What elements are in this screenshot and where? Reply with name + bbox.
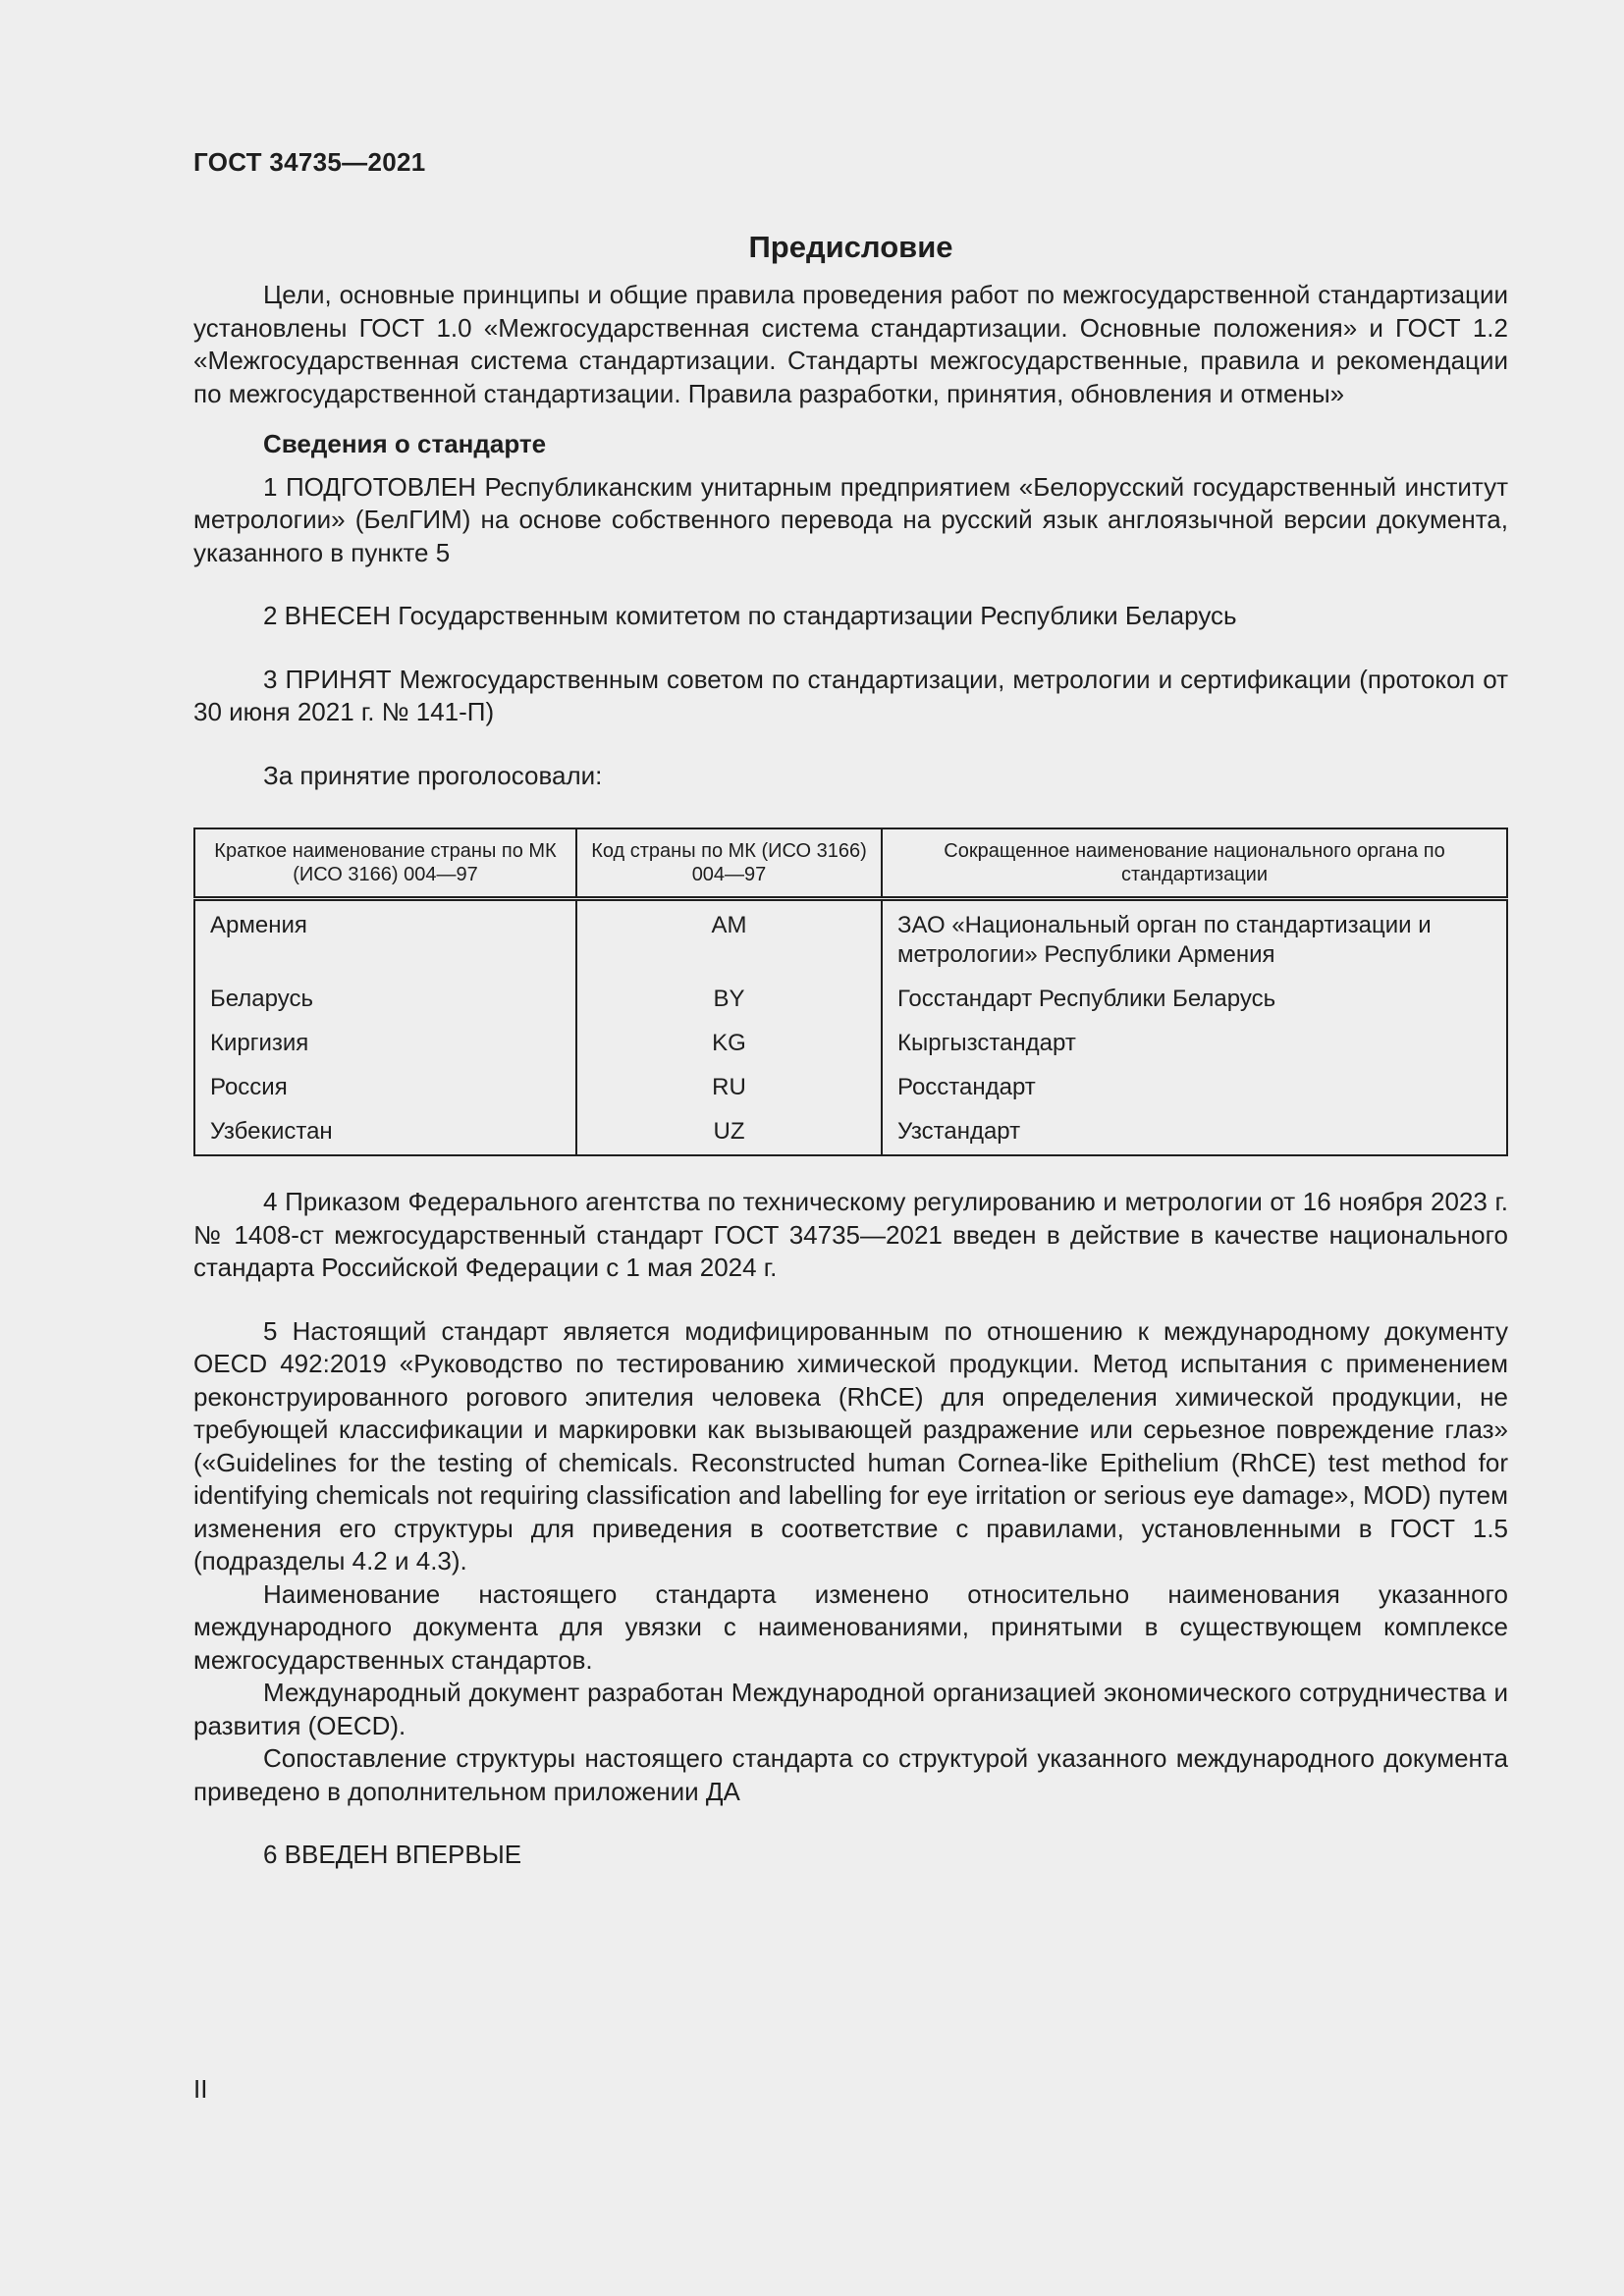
section-subheading: Сведения о стандарте xyxy=(263,429,547,458)
table-cell-body: Кыргызстандарт xyxy=(882,1016,1507,1060)
table-cell-code: KG xyxy=(576,1016,882,1060)
table-header-row xyxy=(194,828,1507,899)
table-cell-country: Россия xyxy=(194,1060,576,1104)
table-cell-country: Беларусь xyxy=(194,972,576,1016)
table-row xyxy=(194,972,1507,1016)
item-5-comparison-paragraph: Сопоставление структуры настоящего стандарта со структурой указанного международного документа приведено в дополнительном приложении ДА xyxy=(193,1743,1508,1806)
table-cell-country: Армения xyxy=(194,899,576,973)
item-3-paragraph: 3 ПРИНЯТ Межгосударственным советом по стандартизации, метрологии и сертификации (протокол от 30 июня 2021 г. № 141-П) xyxy=(193,664,1508,726)
table-cell-body: Росстандарт xyxy=(882,1060,1507,1104)
table-row xyxy=(194,899,1507,973)
table-cell-code: RU xyxy=(576,1060,882,1104)
table-cell-country: Узбекистан xyxy=(194,1104,576,1155)
item-5-name-change-paragraph: Наименование настоящего стандарта изменено относительно наименования указанного международного документа для увязки с наименованиями, принятыми в существующем комплексе межгосударственных стандартов. xyxy=(193,1578,1508,1675)
table-cell-code: BY xyxy=(576,972,882,1016)
page-title: Предисловие xyxy=(748,230,953,264)
item-2-paragraph: 2 ВНЕСЕН Государственным комитетом по стандартизации Республики Беларусь xyxy=(263,601,1237,630)
table-row xyxy=(194,1104,1507,1155)
page-number: II xyxy=(193,2074,208,2104)
table-cell-code: UZ xyxy=(576,1104,882,1155)
item-1-paragraph: 1 ПОДГОТОВЛЕН Республиканским унитарным предприятием «Белорусский государственный институт метрологии» (БелГИМ) на основе собственного перевода на русский язык англоязычной версии документа, указанного в пункте 5 xyxy=(193,471,1508,567)
table-cell-body: Госстандарт Республики Беларусь xyxy=(882,972,1507,1016)
table-cell-code: AM xyxy=(576,899,882,973)
countries-table xyxy=(193,828,1508,1156)
document-id-header: ГОСТ 34735—2021 xyxy=(193,147,426,177)
table-row xyxy=(194,1060,1507,1104)
table-cell-body: Узстандарт xyxy=(882,1104,1507,1155)
table-header-body: Сокращенное наименование национального органа по стандартизации xyxy=(882,828,1507,899)
table-cell-body: ЗАО «Национальный орган по стандартизации и метрологии» Республики Армения xyxy=(882,899,1507,973)
item-5-paragraph: 5 Настоящий стандарт является модифицированным по отношению к международному документу OECD 492:2019 «Руководство по тестированию химической продукции. Метод испытания с применением реконструированного рогового эпителия человека (RhCE) для определения химической продукции, не требующей классификации и маркировки как вызывающей раздражение или серьезное повреждение глаз» («Guidelines for the testing of chemicals. Reconstructed human Cornea-like Epithelium (RhCE) test method for identifying chemicals not requiring classification and labelling for eye irritation or serious eye damage», MOD) путем изменения его структуры для приведения в соответствие с правилами, установленными в ГОСТ 1.5 (подразделы 4.2 и 4.3). xyxy=(193,1315,1508,1575)
item-5-developer-paragraph: Международный документ разработан Международной организацией экономического сотрудничества и развития (OECD). xyxy=(193,1678,1508,1740)
item-4-paragraph: 4 Приказом Федерального агентства по техническому регулированию и метрологии от 16 ноября 2023 г. № 1408-ст межгосударственный стандарт ГОСТ 34735—2021 введен в действие в качестве национального стандарта Российской Федерации с 1 мая 2024 г. xyxy=(193,1187,1508,1282)
page-content xyxy=(193,218,1508,1872)
item-6-paragraph: 6 ВВЕДЕН ВПЕРВЫЕ xyxy=(263,1840,522,1869)
table-cell-country: Киргизия xyxy=(194,1016,576,1060)
table-header-code: Код страны по МК (ИСО 3166) 004—97 xyxy=(576,828,882,899)
table-row xyxy=(194,1016,1507,1060)
voted-label: За принятие проголосовали: xyxy=(263,760,603,790)
intro-paragraph: Цели, основные принципы и общие правила проведения работ по межгосударственной стандартизации установлены ГОСТ 1.0 «Межгосударственная система стандартизации. Основные положения» и ГОСТ 1.2 «Межгосударственная система стандартизации. Стандарты межгосударственные, правила и рекомендации по межгосударственной стандартизации. Правила разработки, принятия, обновления и отмены» xyxy=(193,280,1508,408)
table-header-country: Краткое наименование страны по МК (ИСО 3166) 004—97 xyxy=(194,828,576,899)
